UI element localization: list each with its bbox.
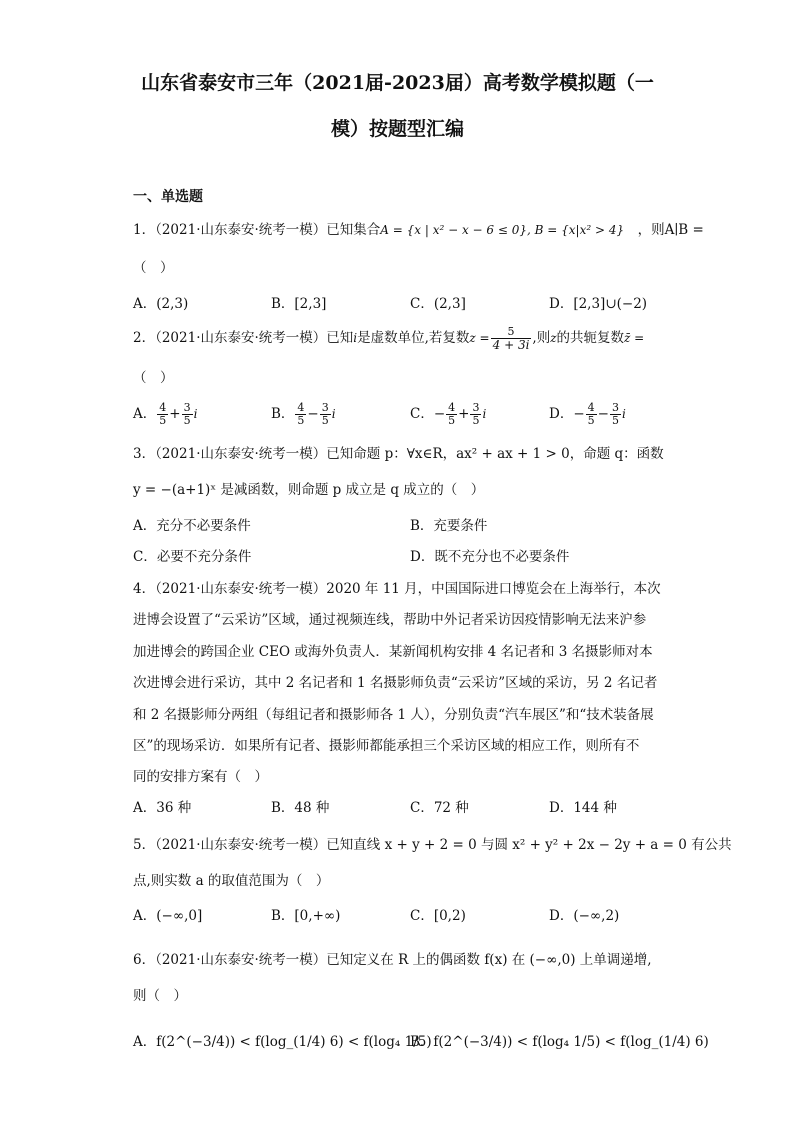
q2-option-d-frac1-num: 4 (587, 401, 595, 414)
q5-option-c: C．[0,2) (410, 908, 466, 924)
q2-option-b-frac1-den: 5 (297, 414, 305, 427)
q4-line-1: 4．（2021·山东泰安·统考一模）2020 年 11 月，中国国际进口博览会在上海举行，本次 (133, 581, 661, 597)
q6-line-1: 6．（2021·山东泰安·统考一模）已知定义在 R 上的偶函数 f(x) 在 (−∞,0) 上单调递增, (133, 952, 652, 968)
q2-stem (133, 326, 644, 351)
q5-option-a: A．(−∞,0] (133, 908, 203, 924)
q5-option-b: B．[0,+∞) (271, 908, 341, 924)
q4-line-3: 加进博会的跨国企业 CEO 或海外负责人．某新闻机构安排 4 名记者和 3 名摄影师对本 (133, 644, 653, 660)
q2-option-a-frac2-num: 3 (183, 401, 191, 414)
q6-option-a: A．f(2^(−3/4)) < f(log_(1/4) 6) < f(log₄ 1/5) (133, 1034, 432, 1050)
q2-mid: 是虚数单位,若复数 (357, 330, 470, 346)
q2-tail: ,则 (532, 330, 551, 346)
q5-line-2: 点,则实数 a 的取值范围为（ ） (133, 873, 330, 889)
q4-line-7: 同的安排方案有（ ） (133, 769, 268, 785)
q2-option-a-i: i (193, 407, 198, 421)
q2-option-d (549, 402, 626, 427)
q2-z: z = (469, 331, 490, 345)
q2-option-c-i: i (482, 407, 487, 421)
q2-option-c-frac2-num: 3 (472, 401, 480, 414)
q2-option-c-frac1 (446, 402, 457, 427)
q2-zbar: z̄ = (624, 331, 645, 345)
q4-line-4: 次进博会进行采访，其中 2 名记者和 1 名摄影师负责“云采访”区域的采访，另 2 名记者 (133, 675, 658, 691)
q2-i: i (353, 331, 358, 345)
q2-option-b-frac1-num: 4 (297, 401, 305, 414)
q3-line-2: y = −(a+1)ˣ 是减函数，则命题 p 成立是 q 成立的（ ） (133, 482, 485, 498)
q2-option-d-pre: − (573, 406, 585, 422)
q2-option-c (410, 402, 486, 427)
q2-option-a-sign: + (169, 406, 181, 422)
q4-line-2: 进博会设置了“云采访”区域，通过视频连线，帮助中外记者采访因疫情影响无法来沪参 (133, 612, 647, 628)
q4-line-6: 区”的现场采访．如果所有记者、摄影师都能承担三个采访区域的相应工作，则所有不 (133, 738, 640, 754)
q2-option-a-frac2-den: 5 (183, 414, 191, 427)
q3-option-b: B．充要条件 (410, 518, 488, 534)
q2-fraction-den: 4 + 3i (492, 338, 530, 352)
q2-tail2: 的共轭复数 (556, 330, 625, 346)
q2-option-d-frac1-den: 5 (587, 414, 595, 427)
q2-option-c-frac2-den: 5 (472, 414, 480, 427)
q4-option-d: D．144 种 (549, 800, 617, 816)
q1-stem-text: 1．（2021·山东泰安·统考一模）已知集合 (133, 222, 381, 238)
q2-option-d-frac2-num: 3 (611, 401, 619, 414)
q2-option-b-frac2-den: 5 (321, 414, 329, 427)
q2-option-b-frac2-num: 3 (321, 401, 329, 414)
q2-option-b-sign: − (307, 406, 319, 422)
q2-option-b-frac1 (295, 402, 306, 427)
q4-option-c: C．72 种 (410, 800, 469, 816)
q1-option-c: C．(2,3] (410, 296, 466, 312)
q2-option-a-frac1 (157, 402, 168, 427)
q2-stem-text: 2．（2021·山东泰安·统考一模）已知 (133, 330, 354, 346)
q3-line-1: 3．（2021·山东泰安·统考一模）已知命题 p：∀x∈R，ax² + ax + 1 > 0，命题 q：函数 (133, 446, 664, 462)
q2-option-d-frac1 (586, 402, 597, 427)
section-heading: 一、单选题 (133, 189, 203, 205)
q4-line-5: 和 2 名摄影师分两组（每组记者和摄影师各 1 人），分别负责“汽车展区”和“技术装备展 (133, 707, 654, 723)
q2-option-d-label: D． (549, 406, 574, 422)
q2-option-c-frac1-num: 4 (448, 401, 456, 414)
q5-line-1: 5．（2021·山东泰安·统考一模）已知直线 x + y + 2 = 0 与圆 x² + y² + 2x − 2y + a = 0 有公共 (133, 837, 732, 853)
q5-option-d: D．(−∞,2) (549, 908, 620, 924)
q1-paren: （ ） (133, 260, 174, 276)
q2-fraction (491, 326, 532, 351)
q2-option-b-i: i (331, 407, 336, 421)
q2-option-c-label: C． (410, 406, 434, 422)
q2-paren: （ ） (133, 370, 174, 386)
q3-option-d: D．既不充分也不必要条件 (410, 549, 570, 565)
q1-set-a: A = {x | x² − x − 6 ≤ 0} (380, 223, 528, 237)
title-line-1: 山东省泰安市三年（2021届-2023届）高考数学模拟题（一 (141, 72, 654, 94)
title-line-2: 模）按题型汇编 (330, 118, 464, 140)
q3-option-a: A．充分不必要条件 (133, 518, 251, 534)
q1-option-a: A．(2,3) (133, 296, 189, 312)
q1-stem (133, 218, 704, 238)
q2-option-d-frac2-den: 5 (611, 414, 619, 427)
q2-option-c-sign: + (458, 406, 470, 422)
q4-option-a: A．36 种 (133, 800, 192, 816)
q2-option-c-frac2 (470, 402, 481, 427)
q2-option-b (271, 402, 336, 427)
q3-option-c: C．必要不充分条件 (133, 549, 252, 565)
q2-option-c-frac1-den: 5 (448, 414, 456, 427)
q2-option-a-frac1-den: 5 (159, 414, 167, 427)
q2-option-c-pre: − (433, 406, 446, 422)
q2-fraction-num: 5 (491, 326, 532, 339)
q1-option-b: B．[2,3] (271, 296, 327, 312)
q2-option-d-sign: − (597, 406, 609, 422)
q2-option-b-label: B． (271, 406, 295, 422)
q2-z2: z (550, 331, 557, 345)
q6-option-b: B．f(2^(−3/4)) < f(log₄ 1/5) < f(log_(1/4) 6) (410, 1034, 709, 1050)
q1-option-d: D．[2,3]∪(−2) (549, 296, 648, 312)
q6-line-2: 则（ ） (133, 988, 187, 1004)
q2-option-d-frac2 (610, 402, 621, 427)
q4-option-b: B．48 种 (271, 800, 330, 816)
q2-option-b-frac2 (320, 402, 331, 427)
q1-tail: ，则A∣B = (637, 222, 704, 238)
document-title (120, 60, 675, 152)
q2-option-a (133, 402, 197, 427)
q2-option-a-frac1-num: 4 (159, 401, 167, 414)
q2-option-d-i: i (621, 407, 626, 421)
q1-set-b: , B = {x|x² > 4} (527, 223, 625, 237)
q2-option-a-label: A． (133, 406, 157, 422)
q2-option-a-frac2 (182, 402, 193, 427)
